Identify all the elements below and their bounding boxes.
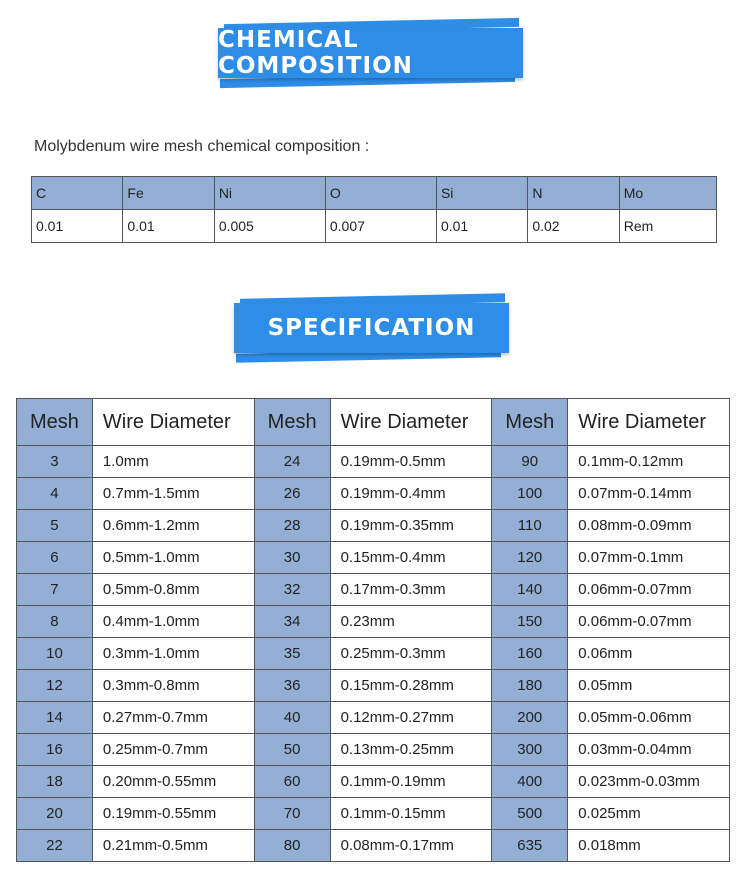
wire-diameter-value: 0.13mm-0.25mm <box>330 734 492 766</box>
wire-diameter-value: 1.0mm <box>92 446 254 478</box>
mesh-value: 635 <box>492 830 568 862</box>
wire-diameter-value: 0.23mm <box>330 606 492 638</box>
mesh-value: 400 <box>492 766 568 798</box>
mesh-value: 12 <box>17 670 93 702</box>
element-header: Mo <box>619 177 716 210</box>
wire-diameter-value: 0.19mm-0.55mm <box>92 798 254 830</box>
table-row <box>17 638 730 670</box>
wire-diameter-value: 0.025mm <box>568 798 730 830</box>
wire-diameter-value: 0.25mm-0.7mm <box>92 734 254 766</box>
wire-diameter-value: 0.07mm-0.1mm <box>568 542 730 574</box>
mesh-value: 110 <box>492 510 568 542</box>
wire-diameter-value: 0.05mm <box>568 670 730 702</box>
mesh-value: 36 <box>254 670 330 702</box>
element-header: N <box>528 177 619 210</box>
table-row <box>17 574 730 606</box>
mesh-value: 24 <box>254 446 330 478</box>
mesh-value: 10 <box>17 638 93 670</box>
wire-diameter-value: 0.19mm-0.4mm <box>330 478 492 510</box>
mesh-value: 6 <box>17 542 93 574</box>
table-row <box>17 702 730 734</box>
wire-diameter-value: 0.15mm-0.28mm <box>330 670 492 702</box>
specification-title: SPECIFICATION <box>267 315 476 341</box>
mesh-value: 300 <box>492 734 568 766</box>
wire-diameter-value: 0.1mm-0.15mm <box>330 798 492 830</box>
element-header: C <box>32 177 123 210</box>
composition-intro-text: Molybdenum wire mesh chemical composition : <box>34 138 370 155</box>
element-value: 0.01 <box>123 210 214 243</box>
element-value: 0.01 <box>32 210 123 243</box>
mesh-value: 7 <box>17 574 93 606</box>
mesh-header: Mesh <box>17 399 93 446</box>
mesh-value: 5 <box>17 510 93 542</box>
wire-diameter-value: 0.4mm-1.0mm <box>92 606 254 638</box>
wire-diameter-value: 0.19mm-0.35mm <box>330 510 492 542</box>
wire-diameter-value: 0.6mm-1.2mm <box>92 510 254 542</box>
wire-diameter-header: Wire Diameter <box>92 399 254 446</box>
wire-diameter-value: 0.19mm-0.5mm <box>330 446 492 478</box>
table-row <box>17 510 730 542</box>
wire-diameter-header: Wire Diameter <box>568 399 730 446</box>
wire-diameter-value: 0.3mm-0.8mm <box>92 670 254 702</box>
mesh-value: 14 <box>17 702 93 734</box>
wire-diameter-value: 0.07mm-0.14mm <box>568 478 730 510</box>
mesh-value: 26 <box>254 478 330 510</box>
chemical-composition-banner <box>218 28 523 78</box>
wire-diameter-value: 0.20mm-0.55mm <box>92 766 254 798</box>
specification-banner <box>234 303 509 353</box>
wire-diameter-value: 0.3mm-1.0mm <box>92 638 254 670</box>
element-header: Ni <box>214 177 325 210</box>
mesh-value: 32 <box>254 574 330 606</box>
table-row <box>17 830 730 862</box>
mesh-value: 50 <box>254 734 330 766</box>
table-row <box>17 542 730 574</box>
mesh-value: 160 <box>492 638 568 670</box>
wire-diameter-value: 0.25mm-0.3mm <box>330 638 492 670</box>
wire-diameter-value: 0.06mm-0.07mm <box>568 606 730 638</box>
table-row <box>17 734 730 766</box>
mesh-value: 34 <box>254 606 330 638</box>
mesh-value: 60 <box>254 766 330 798</box>
mesh-value: 90 <box>492 446 568 478</box>
wire-diameter-value: 0.17mm-0.3mm <box>330 574 492 606</box>
element-header: O <box>325 177 436 210</box>
wire-diameter-value: 0.1mm-0.12mm <box>568 446 730 478</box>
table-row <box>17 798 730 830</box>
wire-diameter-value: 0.05mm-0.06mm <box>568 702 730 734</box>
mesh-value: 16 <box>17 734 93 766</box>
mesh-value: 100 <box>492 478 568 510</box>
mesh-value: 80 <box>254 830 330 862</box>
mesh-value: 140 <box>492 574 568 606</box>
wire-diameter-value: 0.08mm-0.09mm <box>568 510 730 542</box>
wire-diameter-value: 0.12mm-0.27mm <box>330 702 492 734</box>
mesh-value: 20 <box>17 798 93 830</box>
mesh-value: 30 <box>254 542 330 574</box>
wire-diameter-value: 0.06mm-0.07mm <box>568 574 730 606</box>
wire-diameter-value: 0.7mm-1.5mm <box>92 478 254 510</box>
table-row <box>17 446 730 478</box>
wire-diameter-value: 0.5mm-1.0mm <box>92 542 254 574</box>
specification-table <box>16 398 730 862</box>
element-header: Si <box>436 177 527 210</box>
wire-diameter-value: 0.15mm-0.4mm <box>330 542 492 574</box>
element-header: Fe <box>123 177 214 210</box>
mesh-value: 500 <box>492 798 568 830</box>
wire-diameter-value: 0.5mm-0.8mm <box>92 574 254 606</box>
element-value: Rem <box>619 210 716 243</box>
composition-value-row <box>32 210 717 243</box>
element-value: 0.005 <box>214 210 325 243</box>
wire-diameter-value: 0.06mm <box>568 638 730 670</box>
element-value: 0.007 <box>325 210 436 243</box>
element-value: 0.01 <box>436 210 527 243</box>
mesh-value: 35 <box>254 638 330 670</box>
table-row <box>17 478 730 510</box>
chemical-composition-title: CHEMICAL COMPOSITION <box>218 27 413 79</box>
mesh-value: 40 <box>254 702 330 734</box>
wire-diameter-value: 0.1mm-0.19mm <box>330 766 492 798</box>
mesh-value: 120 <box>492 542 568 574</box>
element-value: 0.02 <box>528 210 619 243</box>
specification-body <box>17 446 730 862</box>
mesh-value: 4 <box>17 478 93 510</box>
mesh-value: 22 <box>17 830 93 862</box>
mesh-value: 180 <box>492 670 568 702</box>
wire-diameter-value: 0.018mm <box>568 830 730 862</box>
mesh-header: Mesh <box>492 399 568 446</box>
mesh-value: 8 <box>17 606 93 638</box>
wire-diameter-header: Wire Diameter <box>330 399 492 446</box>
mesh-value: 3 <box>17 446 93 478</box>
wire-diameter-value: 0.27mm-0.7mm <box>92 702 254 734</box>
mesh-value: 70 <box>254 798 330 830</box>
wire-diameter-value: 0.08mm-0.17mm <box>330 830 492 862</box>
specification-header-row <box>17 399 730 446</box>
composition-header-row <box>32 177 717 210</box>
chemical-composition-table <box>31 176 717 243</box>
mesh-value: 18 <box>17 766 93 798</box>
mesh-value: 200 <box>492 702 568 734</box>
wire-diameter-value: 0.023mm-0.03mm <box>568 766 730 798</box>
mesh-value: 28 <box>254 510 330 542</box>
wire-diameter-value: 0.03mm-0.04mm <box>568 734 730 766</box>
wire-diameter-value: 0.21mm-0.5mm <box>92 830 254 862</box>
table-row <box>17 766 730 798</box>
table-row <box>17 606 730 638</box>
table-row <box>17 670 730 702</box>
mesh-value: 150 <box>492 606 568 638</box>
mesh-header: Mesh <box>254 399 330 446</box>
